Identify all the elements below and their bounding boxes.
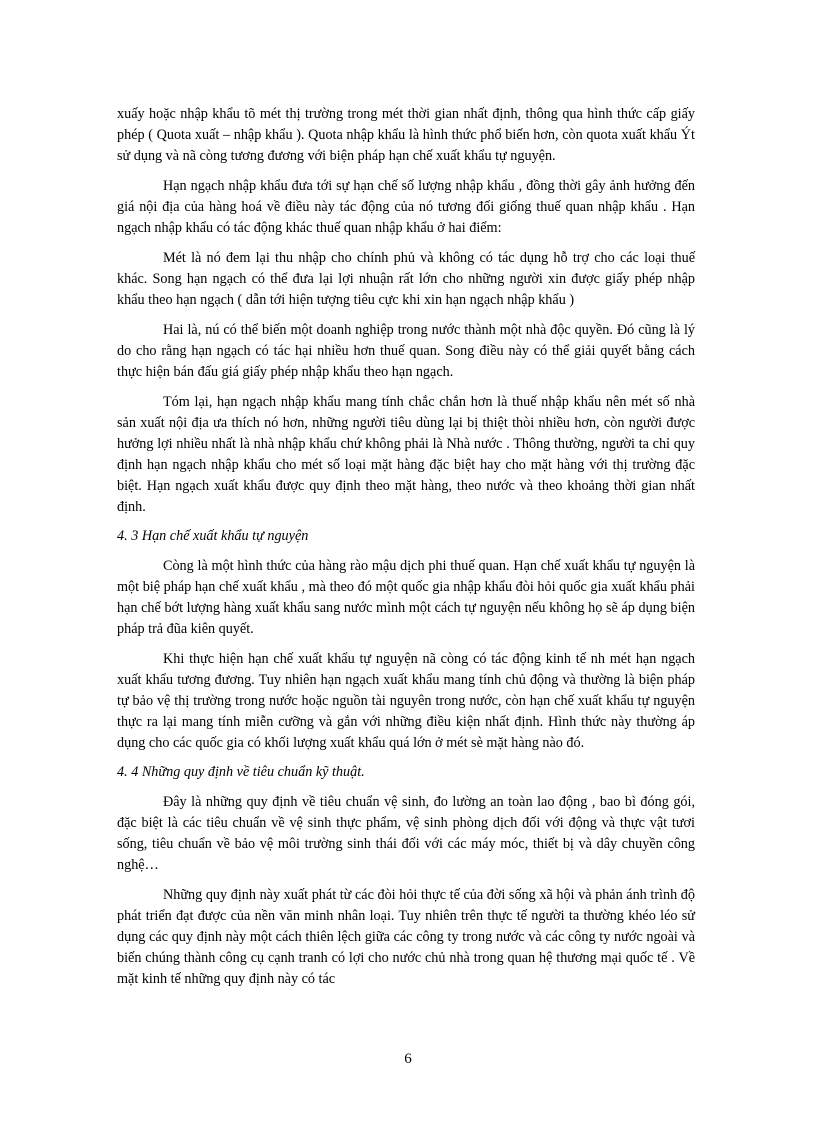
- section-heading-technical-standards: 4. 4 Những quy định về tiêu chuẩn kỹ thuật.: [117, 764, 365, 780]
- paragraph-standards-origin: Những quy định này xuất phát từ các đòi hỏi thực tế của đời sống xã hội và phản ánh trình độ phát triển đạt được của nền văn minh nhân loại. Tuy nhiên trên thực tế người ta thường khéo léo sử dụng các quy định này một cách thiên lệch giữa các công ty trong nước và các công ty nước ngoài và biến chúng thành công cụ cạnh tranh có lợi cho nước chủ nhà trong quan hệ thương mại quốc tế . Về mặt kinh tế những quy định này có tác: [117, 887, 695, 987]
- paragraph-quota-intro: xuấy hoặc nhập khẩu tõ mét thị trường trong mét thời gian nhất định, thông qua hình thức cấp giấy phép ( Quota xuất – nhập khẩu ). Quota nhập khẩu là hình thức phổ biến hơn, còn quota xuất khẩu Ýt sử dụng và nã còng tương đương với biện pháp hạn chế xuất khẩu tự nguyện.: [117, 106, 695, 164]
- paragraph-ver-definition: Còng là một hình thức của hàng rào mậu dịch phi thuế quan. Hạn chế xuất khẩu tự nguyện là một biệ pháp hạn chế xuất khẩu , mà theo đó một quốc gia nhập khẩu đòi hỏi quốc gia xuất khẩu phải hạn chế bớt lượng hàng xuất khẩu sang nước mình một cách tự nguyện nếu không họ sẽ áp dụng biện pháp trả đũa kiên quyết.: [117, 558, 695, 637]
- document-body: [117, 104, 695, 990]
- paragraph-quota-effects: Hạn ngạch nhập khẩu đưa tới sự hạn chế số lượng nhập khẩu , đồng thời gây ảnh hưởng đến giá nội địa của hàng hoá về điều này tác động của nó tương đối giống thuế quan nhập khẩu . Hạn ngạch nhập khẩu có tác động khác thuế quan nhập khẩu ở hai điểm:: [117, 178, 695, 236]
- paragraph-second-difference: Hai là, nú có thể biến một doanh nghiệp trong nước thành một nhà độc quyền. Đó cũng là lý do cho rằng hạn ngạch có tác hại nhiều hơn thuế quan. Song điều này có thể giải quyết bằng cách thực hiện bán đấu giá giấy phép nhập khẩu theo hạn ngạch.: [117, 322, 695, 380]
- paragraph-summary: Tóm lại, hạn ngạch nhập khẩu mang tính chắc chắn hơn là thuế nhập khẩu nên mét số nhà sản xuất nội địa ưa thích nó hơn, những người tiêu dùng lại bị thiệt thòi nhiều hơn, còn người được hưởng lợi nhiều nhất là nhà nhập khẩu chứ không phải là Nhà nước . Thông thường, người ta chỉ quy định hạn ngạch nhập khẩu cho mét số loại mặt hàng đặc biệt hay cho mặt hàng với thị trường đặc biệt. Hạn ngạch xuất khẩu được quy định theo mặt hàng, theo nước và theo khoảng thời gian nhất định.: [117, 394, 695, 515]
- paragraph-ver-effects: Khi thực hiện hạn chế xuất khẩu tự nguyện nã còng có tác động kinh tế nh mét hạn ngạch xuất khẩu tương đương. Tuy nhiên hạn ngạch xuất khẩu mang tính chủ động và thường là biện pháp tự bảo vệ thị trường trong nước hoặc nguồn tài nguyên trong nước, còn hạn chế xuất khẩu tự nguyện thực ra lại mang tính miễn cưỡng và gắn với những điều kiện nhất định. Hình thức này thường áp dụng cho các quốc gia có khối lượng xuất khẩu quá lớn ở mét sè mặt hàng nào đó.: [117, 651, 695, 751]
- paragraph-first-difference: Mét là nó đem lại thu nhập cho chính phủ và không có tác dụng hỗ trợ cho các loại thuế khác. Song hạn ngạch có thể đưa lại lợi nhuận rất lớn cho những người xin được giấy phép nhập khẩu theo hạn ngạch ( dẫn tới hiện tượng tiêu cực khi xin hạn ngạch nhập khẩu ): [117, 250, 695, 308]
- section-heading-voluntary-export-restraint: 4. 3 Hạn chế xuất khẩu tự nguyện: [117, 528, 309, 544]
- paragraph-standards-definition: Đây là những quy định về tiêu chuẩn vệ sinh, đo lường an toàn lao động , bao bì đóng gói, đặc biệt là các tiêu chuẩn về vệ sinh thực phẩm, vệ sinh phòng dịch đối với động và thực vật tươi sống, tiêu chuẩn về bảo vệ môi trường sinh thái đối với các máy móc, thiết bị và dây chuyền công nghệ…: [117, 794, 695, 873]
- page-number: 6: [404, 1051, 412, 1067]
